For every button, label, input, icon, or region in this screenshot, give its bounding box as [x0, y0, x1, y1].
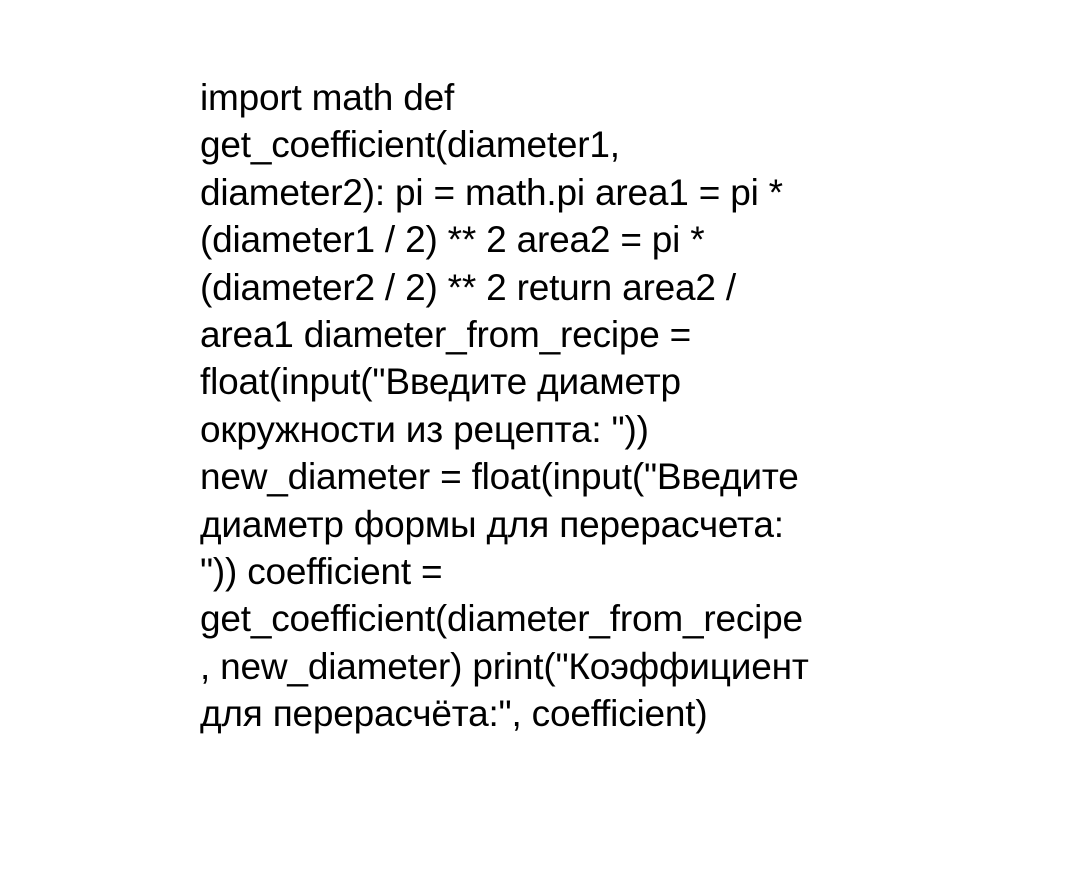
code-line-5: (diameter2 / 2) ** 2 return area2 /: [200, 266, 736, 308]
code-line-7: float(input("Введите диаметр: [200, 361, 681, 403]
code-text-block: [200, 74, 960, 737]
code-line-10: диаметр формы для перерасчета:: [200, 503, 784, 545]
code-line-9: new_diameter = float(input("Введите: [200, 456, 799, 498]
code-line-11: ")) coefficient =: [200, 550, 443, 592]
code-line-4: (diameter1 / 2) ** 2 area2 = pi *: [200, 219, 705, 261]
code-line-3: diameter2): pi = math.pi area1 = pi *: [200, 171, 783, 213]
code-line-14: для перерасчёта:", coefficient): [200, 693, 708, 735]
code-line-13: , new_diameter) print("Коэффициент: [200, 645, 809, 687]
code-line-1: import math def: [200, 77, 455, 118]
code-line-2: get_coefficient(diameter1,: [200, 124, 620, 166]
code-line-6: area1 diameter_from_recipe =: [200, 313, 692, 355]
code-line-12: get_coefficient(diameter_from_recipe: [200, 598, 803, 640]
code-line-8: окружности из рецепта: ")): [200, 408, 649, 450]
